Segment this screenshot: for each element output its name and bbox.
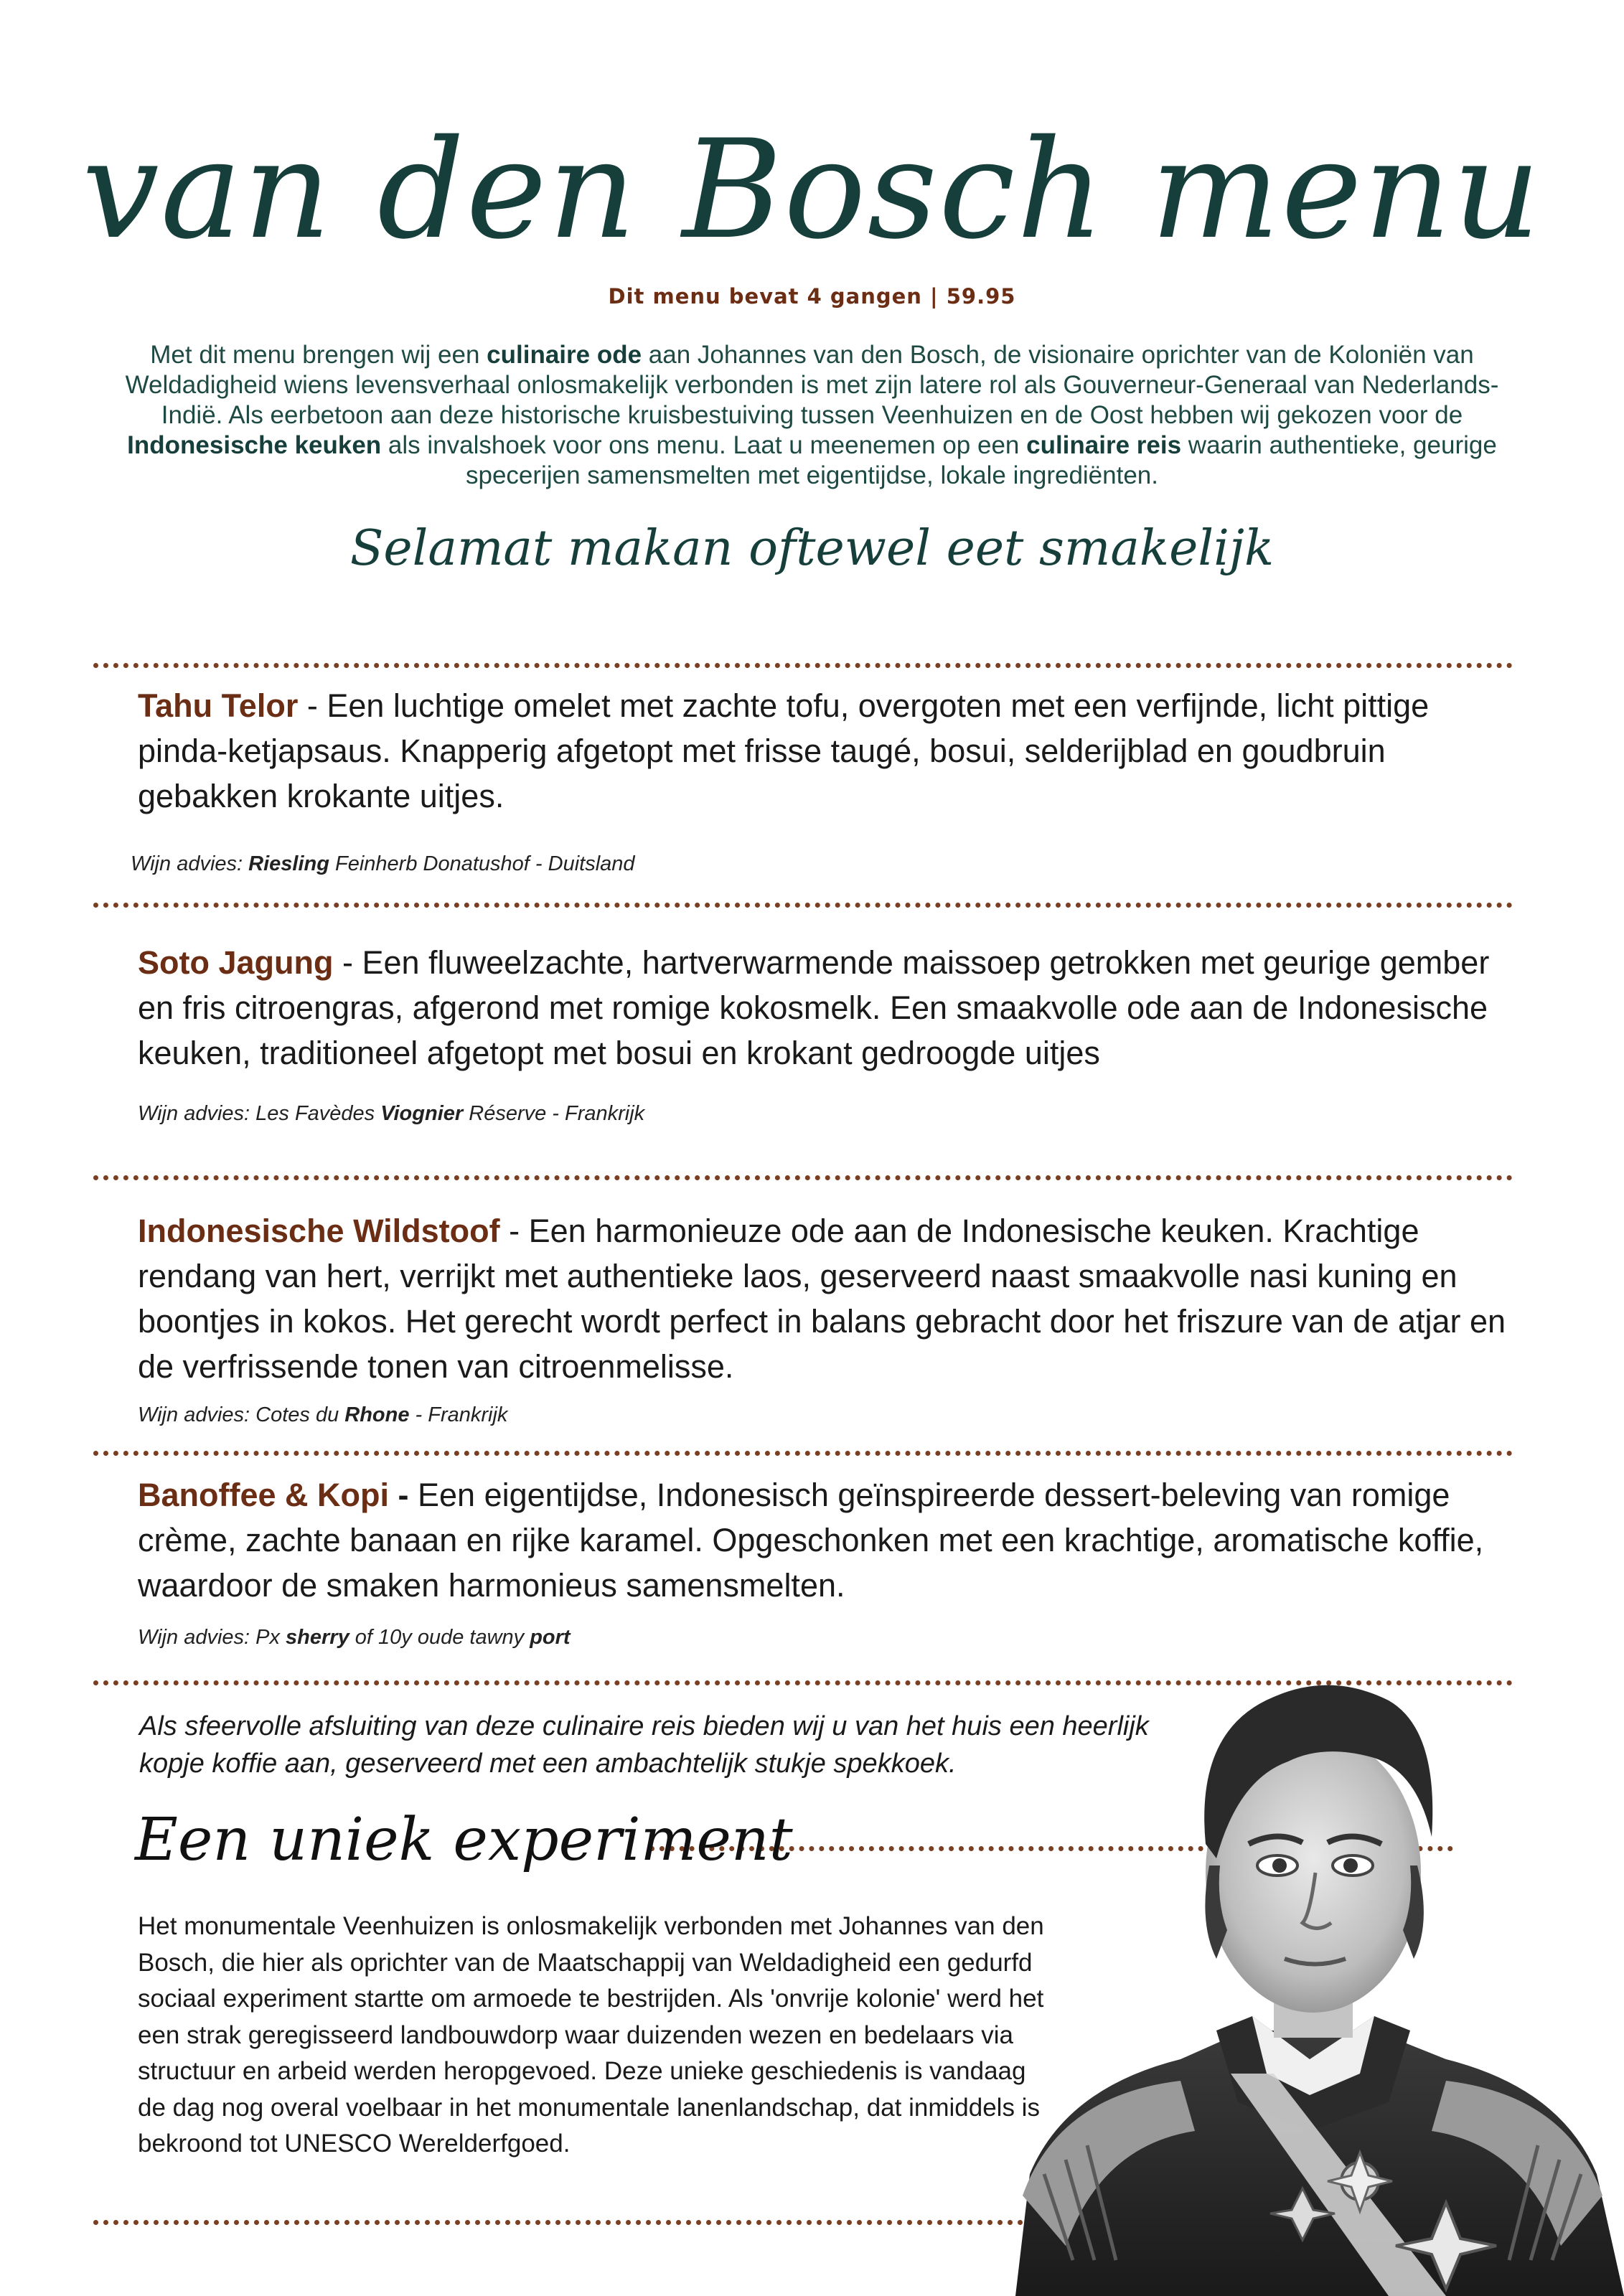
dotted-divider bbox=[93, 1451, 1513, 1456]
wine-advice: Wijn advies: Cotes du Rhone - Frankrijk bbox=[138, 1403, 508, 1426]
dish-name: Indonesische Wildstoof bbox=[138, 1213, 500, 1249]
dotted-divider bbox=[93, 2220, 1084, 2225]
tagline: Selamat makan oftewel eet smakelijk bbox=[349, 520, 1275, 577]
menu-title: van den Bosch menu bbox=[82, 110, 1542, 269]
dish-name: Tahu Telor bbox=[138, 687, 299, 724]
intro-paragraph: Met dit menu brengen wij een culinaire ode aan Johannes van den Bosch, de visionaire oprichter van de Koloniën van Weldadigheid wiens levensverhaal onlosmakelijk verbonden is met zijn latere rol als Gouverneur-Generaal van Nederlands-Indië. Als eerbetoon aan deze historische kruisbestuiving tussen Veenhuizen en de Oost hebben wij gekozen voor de Indonesische keuken als invalshoek voor ons menu. Laat u meenemen op een culinaire reis waarin authentieke, geurige specerijen samensmelten met eigentijdse, lokale ingrediënten. bbox=[125, 341, 1499, 489]
dish-name: Soto Jagung bbox=[138, 944, 334, 981]
portrait-illustration bbox=[1001, 1629, 1624, 2296]
dotted-divider bbox=[93, 903, 1513, 908]
menu-subtitle: Dit menu bevat 4 gangen | 59.95 bbox=[608, 284, 1016, 309]
wine-advice: Wijn advies: Px sherry of 10y oude tawny port bbox=[138, 1626, 571, 1649]
dotted-divider bbox=[93, 1175, 1513, 1180]
dish-description: Een fluweelzachte, hartverwarmende maissoep getrokken met geurige gember en fris citroengras, afgerond met romige kokosmelk. Een smaakvolle ode aan de Indonesische keuken, traditioneel afgetopt met bosui en krokant gedroogde uitjes bbox=[138, 944, 1490, 1071]
dotted-divider bbox=[93, 663, 1513, 668]
dish-description: Een harmonieuze ode aan de Indonesische keuken. Krachtige rendang van hert, verrijkt met authentieke laos, geserveerd naast smaakvolle nasi kuning en boontjes in kokos. Het gerecht wordt perfect in balans gebracht door het friszure van de atjar en de verfrissende tonen van citroenmelisse. bbox=[138, 1213, 1506, 1385]
wine-advice: Wijn advies: Les Favèdes Viognier Réserve - Frankrijk bbox=[138, 1102, 645, 1125]
course-banoffee-kopi: Banoffee & Kopi - Een eigentijdse, Indonesisch geïnspireerde dessert-beleving van romige crème, zachte banaan en rijke karamel. Opgeschonken met een krachtige, aromatische koffie, waardoor de smaken harmonieus samensmelten. bbox=[138, 1477, 1484, 1604]
experiment-heading: Een uniek experiment bbox=[135, 1806, 793, 1874]
wine-advice: Wijn advies: Riesling Feinherb Donatushof - Duitsland bbox=[131, 852, 635, 875]
dish-description: Een eigentijdse, Indonesisch geïnspireerde dessert-beleving van romige crème, zachte banaan en rijke karamel. Opgeschonken met een krachtige, aromatische koffie, waardoor de smaken harmonieus samensmelten. bbox=[138, 1477, 1484, 1604]
closing-note: Als sfeervolle afsluiting van deze culinaire reis bieden wij u van het huis een heerlijk kopje koffie aan, geserveerd met een ambachtelijk stukje spekkoek. bbox=[139, 1711, 1149, 1779]
dish-name: Banoffee & Kopi bbox=[138, 1477, 390, 1513]
course-indonesische-wildstoof: Indonesische Wildstoof - Een harmonieuze ode aan de Indonesische keuken. Krachtige rendang van hert, verrijkt met authentieke laos, geserveerd naast smaakvolle nasi kuning en boontjes in kokos. Het gerecht wordt perfect in balans gebracht door het friszure van de atjar en de verfrissende tonen van citroenmelisse. bbox=[138, 1213, 1506, 1385]
dish-description: Een luchtige omelet met zachte tofu, overgoten met een verfijnde, licht pittige pinda-ketjapsaus. Knapperig afgetopt met frisse taugé, bosui, selderijblad en goudbruin gebakken krokante uitjes. bbox=[138, 687, 1430, 814]
course-soto-jagung: Soto Jagung - Een fluweelzachte, hartverwarmende maissoep getrokken met geurige gember en fris citroengras, afgerond met romige kokosmelk. Een smaakvolle ode aan de Indonesische keuken, traditioneel afgetopt met bosui en krokant gedroogde uitjes bbox=[138, 944, 1490, 1071]
experiment-body: Het monumentale Veenhuizen is onlosmakelijk verbonden met Johannes van den Bosch, die hier als oprichter van de Maatschappij van Weldadigheid een gedurfd sociaal experiment startte om armoede te bestrijden. Als 'onvrije kolonie' werd het een strak geregisseerd landbouwdorp waar duizenden wezen en bedelaars via structuur en arbeid werden heropgevoed. Deze unieke geschiedenis is vandaag de dag nog overal voelbaar in het monumentale lanenlandschap, dat inmiddels is bekroond tot UNESCO Werelderfgoed. bbox=[138, 1912, 1044, 2158]
course-tahu-telor: Tahu Telor - Een luchtige omelet met zachte tofu, overgoten met een verfijnde, licht pittige pinda-ketjapsaus. Knapperig afgetopt met frisse taugé, bosui, selderijblad en goudbruin gebakken krokante uitjes. bbox=[138, 687, 1430, 814]
